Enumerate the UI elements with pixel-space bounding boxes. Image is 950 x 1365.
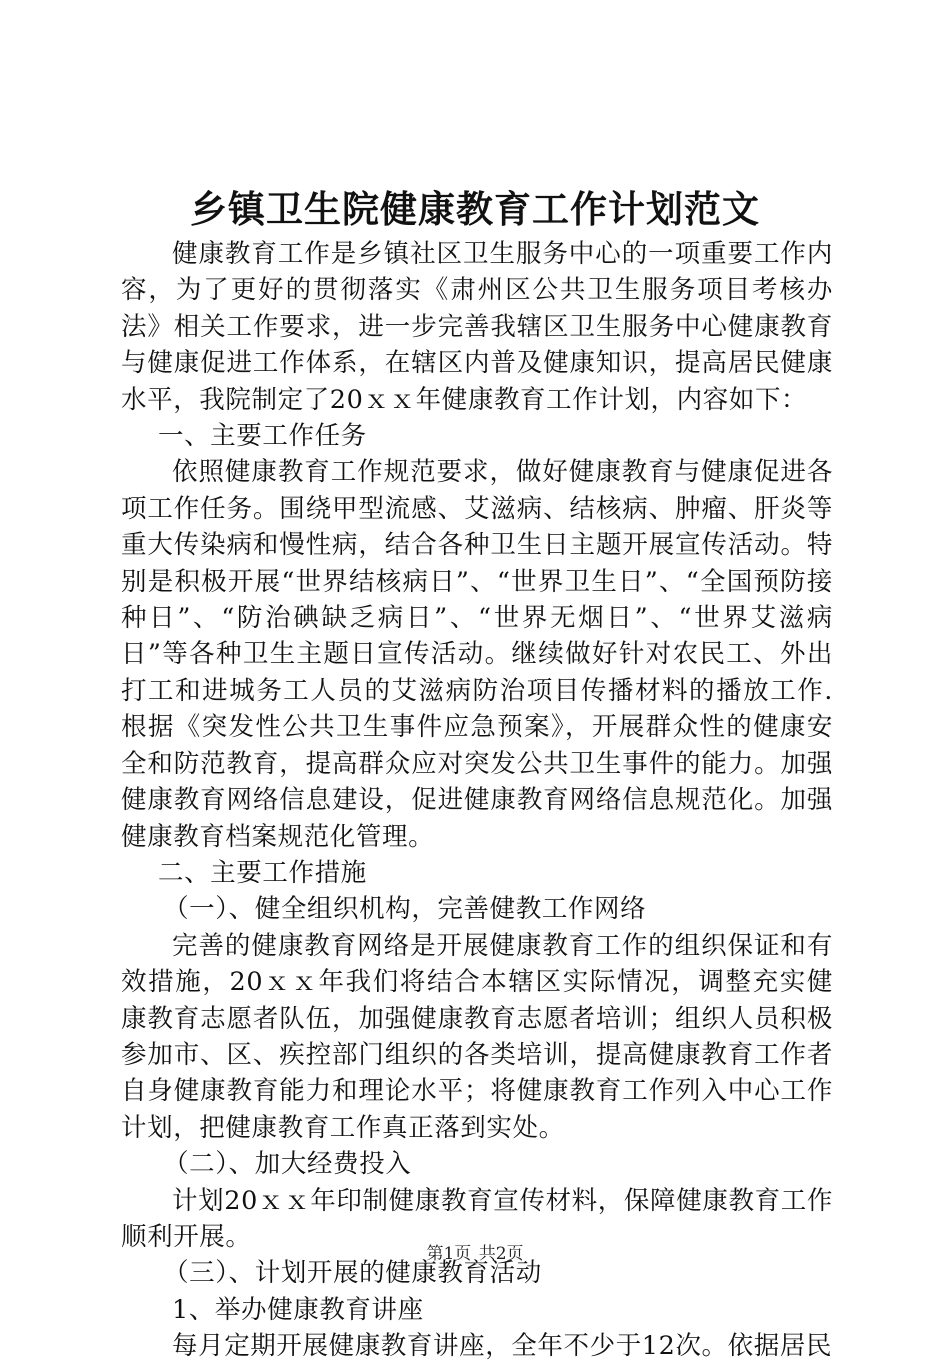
section-heading-main-tasks: 一、主要工作任务	[157, 421, 367, 452]
paragraph-main-tasks: 依照健康教育工作规范要求，做好健康教育与健康促进各项工作任务。围绕甲型流感、艾滋病、结核病、肿瘤、肝炎等重大传染病和慢性病，结合各种卫生日主题开展宣传活动。特别是积极开展“世界结核病日”、“世界卫生日”、“全国预防接种日”、“防治碘缺乏病日”、“世界无烟日”、“世界艾滋病日”等各种卫生主题日宣传活动。继续做好针对农民工、外出打工和进城务工人员的艾滋病防治项目传播材料的播放工作.根据《突发性公共卫生事件应急预案》，开展群众性的健康安全和防范教育，提高群众应对突发公共卫生事件的能力。加强健康教育网络信息建设，促进健康教育网络信息规范化。加强健康教育档案规范化管理。	[121, 457, 833, 852]
list-item-lectures: 1、举办健康教育讲座	[172, 1294, 424, 1325]
subheading-organization: （一）、健全组织机构，完善健教工作网络	[163, 894, 647, 925]
subheading-activities: （三）、计划开展的健康教育活动	[163, 1258, 542, 1289]
document-body	[121, 236, 833, 1365]
section-heading-main-measures: 二、主要工作措施	[157, 857, 367, 888]
paragraph-intro: 健康教育工作是乡镇社区卫生服务中心的一项重要工作内容，为了更好的贯彻落实《肃州区公共卫生服务项目考核办法》相关工作要求，进一步完善我辖区卫生服务中心健康教育与健康促进工作体系，在辖区内普及健康知识，提高居民健康水平，我院制定了20ｘｘ年健康教育工作计划，内容如下：	[121, 239, 833, 415]
subheading-funding: （二）、加大经费投入	[163, 1149, 412, 1180]
paragraph-funding: 计划20ｘｘ年印制健康教育宣传材料，保障健康教育工作顺利开展。	[121, 1185, 833, 1252]
page-footer: 第1页 共2页	[426, 1244, 524, 1264]
document-title: 乡镇卫生院健康教育工作计划范文	[190, 187, 760, 231]
paragraph-lectures: 每月定期开展健康教育讲座，全年不少于12次。依据居民	[172, 1331, 833, 1362]
paragraph-organization: 完善的健康教育网络是开展健康教育工作的组织保证和有效措施，20ｘｘ年我们将结合本辖区实际情况，调整充实健康教育志愿者队伍，加强健康教育志愿者培训；组织人员积极参加市、区、疾控部门组织的各类培训，提高健康教育工作者自身健康教育能力和理论水平；将健康教育工作列入中心工作计划，把健康教育工作真正落到实处。	[121, 930, 833, 1143]
